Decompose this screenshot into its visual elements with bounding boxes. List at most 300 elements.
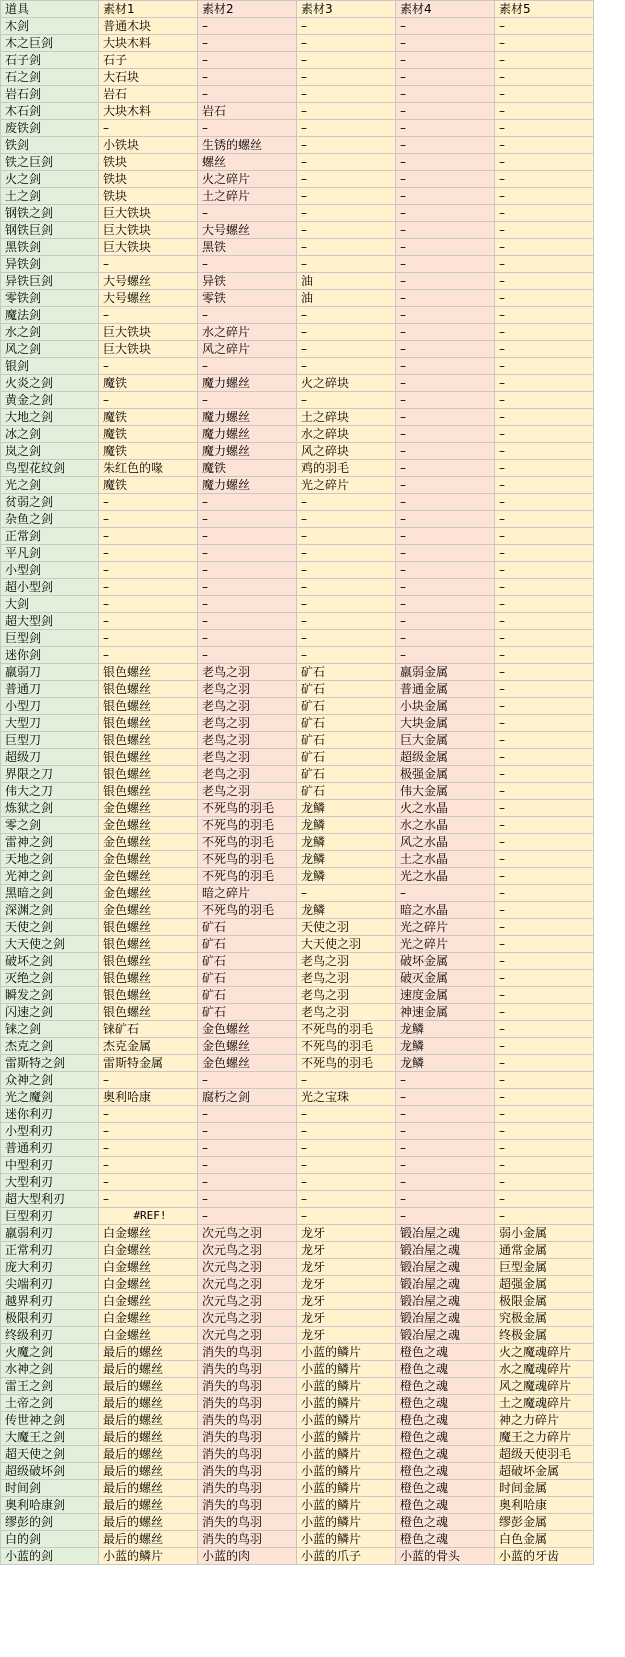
material-1-cell: 魔铁 [99, 443, 198, 460]
material-4-cell: 橙色之魂 [396, 1429, 495, 1446]
material-5-cell: – [495, 239, 594, 256]
material-1-cell: 银色螺丝 [99, 664, 198, 681]
table-row [1, 1531, 594, 1548]
table-row [1, 698, 594, 715]
material-5-cell: 时间金属 [495, 1480, 594, 1497]
material-3-cell: 小蓝的鳞片 [297, 1378, 396, 1395]
material-2-cell: – [198, 1123, 297, 1140]
material-4-cell: – [396, 647, 495, 664]
material-4-cell: – [396, 1174, 495, 1191]
material-2-cell: 不死鸟的羽毛 [198, 902, 297, 919]
table-row [1, 477, 594, 494]
material-2-cell: – [198, 630, 297, 647]
material-3-cell: 不死鸟的羽毛 [297, 1038, 396, 1055]
material-4-cell: 橙色之魂 [396, 1378, 495, 1395]
item-name-cell: 瞬发之剑 [1, 987, 99, 1004]
material-3-cell: – [297, 256, 396, 273]
table-row [1, 103, 594, 120]
material-3-cell: 小蓝的鳞片 [297, 1344, 396, 1361]
item-name-cell: 风之剑 [1, 341, 99, 358]
material-3-cell: – [297, 171, 396, 188]
item-name-cell: 灭绝之剑 [1, 970, 99, 987]
item-name-cell: 黑铁剑 [1, 239, 99, 256]
material-1-cell: 银色螺丝 [99, 783, 198, 800]
material-1-cell: 巨大铁块 [99, 341, 198, 358]
material-4-cell: – [396, 528, 495, 545]
material-3-cell: 小蓝的鳞片 [297, 1395, 396, 1412]
table-row [1, 1021, 594, 1038]
material-5-cell: – [495, 596, 594, 613]
material-4-cell: 光之水晶 [396, 868, 495, 885]
material-3-cell: 小蓝的鳞片 [297, 1514, 396, 1531]
material-5-cell: – [495, 664, 594, 681]
item-name-cell: 迷你利刃 [1, 1106, 99, 1123]
material-3-cell: 龙鳞 [297, 868, 396, 885]
material-5-cell: – [495, 715, 594, 732]
material-3-cell: 小蓝的鳞片 [297, 1497, 396, 1514]
material-1-cell: 巨大铁块 [99, 205, 198, 222]
material-5-cell: – [495, 358, 594, 375]
material-4-cell: 超级金属 [396, 749, 495, 766]
item-name-cell: 普通利刃 [1, 1140, 99, 1157]
material-1-cell: 白金螺丝 [99, 1276, 198, 1293]
material-3-cell: 矿石 [297, 715, 396, 732]
material-5-cell: – [495, 800, 594, 817]
material-3-cell: – [297, 528, 396, 545]
material-5-cell: – [495, 256, 594, 273]
material-2-cell: 消失的鸟羽 [198, 1412, 297, 1429]
material-1-cell: 铁块 [99, 171, 198, 188]
material-5-cell: – [495, 885, 594, 902]
item-name-cell: 小型刀 [1, 698, 99, 715]
material-5-cell: 终极金属 [495, 1327, 594, 1344]
material-2-cell: 大号螺丝 [198, 222, 297, 239]
material-5-cell: – [495, 477, 594, 494]
material-3-cell: – [297, 1191, 396, 1208]
material-4-cell: 橙色之魂 [396, 1480, 495, 1497]
column-header: 素材2 [198, 1, 297, 18]
material-3-cell: 小蓝的鳞片 [297, 1463, 396, 1480]
material-5-cell: – [495, 749, 594, 766]
material-4-cell: 橙色之魂 [396, 1361, 495, 1378]
material-2-cell: – [198, 613, 297, 630]
material-3-cell: – [297, 1140, 396, 1157]
material-3-cell: 龙牙 [297, 1310, 396, 1327]
material-5-cell: – [495, 1157, 594, 1174]
table-row [1, 664, 594, 681]
material-5-cell: – [495, 698, 594, 715]
material-1-cell: 最后的螺丝 [99, 1497, 198, 1514]
material-2-cell: 螺丝 [198, 154, 297, 171]
material-1-cell: – [99, 562, 198, 579]
material-2-cell: 不死鸟的羽毛 [198, 834, 297, 851]
material-4-cell: – [396, 596, 495, 613]
item-name-cell: 中型利刃 [1, 1157, 99, 1174]
material-2-cell: 次元鸟之羽 [198, 1276, 297, 1293]
item-name-cell: 铁剑 [1, 137, 99, 154]
table-row [1, 919, 594, 936]
item-name-cell: 界限之刀 [1, 766, 99, 783]
material-2-cell: – [198, 18, 297, 35]
table-row [1, 1276, 594, 1293]
item-name-cell: 普通刀 [1, 681, 99, 698]
material-1-cell: #REF! [99, 1208, 198, 1225]
material-2-cell: 火之碎片 [198, 171, 297, 188]
table-row [1, 1344, 594, 1361]
material-1-cell: 最后的螺丝 [99, 1412, 198, 1429]
table-row [1, 528, 594, 545]
item-name-cell: 铼之剑 [1, 1021, 99, 1038]
table-row [1, 1463, 594, 1480]
item-name-cell: 超级破坏剑 [1, 1463, 99, 1480]
material-2-cell: 老鸟之羽 [198, 715, 297, 732]
item-name-cell: 超小型剑 [1, 579, 99, 596]
material-1-cell: 大块木料 [99, 35, 198, 52]
item-name-cell: 光神之剑 [1, 868, 99, 885]
item-name-cell: 零之剑 [1, 817, 99, 834]
material-3-cell: – [297, 647, 396, 664]
table-row [1, 1004, 594, 1021]
material-2-cell: 矿石 [198, 987, 297, 1004]
item-name-cell: 羸弱利刃 [1, 1225, 99, 1242]
table-row [1, 1055, 594, 1072]
material-1-cell: – [99, 1191, 198, 1208]
material-5-cell: 水之魔魂碎片 [495, 1361, 594, 1378]
material-2-cell: 风之碎片 [198, 341, 297, 358]
material-4-cell: – [396, 1106, 495, 1123]
item-name-cell: 雷王之剑 [1, 1378, 99, 1395]
material-5-cell: 弱小金属 [495, 1225, 594, 1242]
material-2-cell: 次元鸟之羽 [198, 1310, 297, 1327]
table-row [1, 1293, 594, 1310]
table-row [1, 817, 594, 834]
material-1-cell: – [99, 120, 198, 137]
item-name-cell: 杂鱼之剑 [1, 511, 99, 528]
item-name-cell: 炼狱之剑 [1, 800, 99, 817]
table-row [1, 460, 594, 477]
material-4-cell: – [396, 443, 495, 460]
material-2-cell: – [198, 1072, 297, 1089]
material-5-cell: 土之魔魂碎片 [495, 1395, 594, 1412]
material-5-cell: 神之力碎片 [495, 1412, 594, 1429]
table-row [1, 1123, 594, 1140]
material-4-cell: – [396, 171, 495, 188]
material-3-cell: 龙牙 [297, 1225, 396, 1242]
table-row [1, 1089, 594, 1106]
material-5-cell: 究极金属 [495, 1310, 594, 1327]
material-4-cell: – [396, 256, 495, 273]
table-row [1, 69, 594, 86]
material-2-cell: 次元鸟之羽 [198, 1293, 297, 1310]
material-2-cell: 消失的鸟羽 [198, 1395, 297, 1412]
material-5-cell: – [495, 375, 594, 392]
item-name-cell: 巨型剑 [1, 630, 99, 647]
material-3-cell: – [297, 613, 396, 630]
table-row [1, 970, 594, 987]
material-2-cell: 消失的鸟羽 [198, 1514, 297, 1531]
material-3-cell: 光之宝珠 [297, 1089, 396, 1106]
material-1-cell: – [99, 613, 198, 630]
material-4-cell: 锻冶屋之魂 [396, 1327, 495, 1344]
material-3-cell: 矿石 [297, 732, 396, 749]
material-4-cell: – [396, 630, 495, 647]
item-name-cell: 异铁巨剑 [1, 273, 99, 290]
material-4-cell: – [396, 375, 495, 392]
material-2-cell: 魔力螺丝 [198, 443, 297, 460]
material-1-cell: 金色螺丝 [99, 885, 198, 902]
item-name-cell: 奥利哈康剑 [1, 1497, 99, 1514]
material-4-cell: – [396, 1072, 495, 1089]
material-4-cell: – [396, 307, 495, 324]
item-name-cell: 深渊之剑 [1, 902, 99, 919]
material-4-cell: – [396, 1089, 495, 1106]
material-2-cell: – [198, 596, 297, 613]
material-5-cell: – [495, 1123, 594, 1140]
material-4-cell: – [396, 392, 495, 409]
material-4-cell: – [396, 103, 495, 120]
material-2-cell: – [198, 511, 297, 528]
table-row [1, 307, 594, 324]
item-name-cell: 光之魔剑 [1, 1089, 99, 1106]
material-1-cell: 杰克金属 [99, 1038, 198, 1055]
table-row [1, 324, 594, 341]
table-row [1, 1140, 594, 1157]
material-3-cell: 矿石 [297, 749, 396, 766]
material-3-cell: 龙鳞 [297, 817, 396, 834]
material-5-cell: – [495, 511, 594, 528]
table-row [1, 1327, 594, 1344]
material-3-cell: 龙鳞 [297, 902, 396, 919]
item-name-cell: 超天使之剑 [1, 1446, 99, 1463]
item-name-cell: 破坏之剑 [1, 953, 99, 970]
material-1-cell: 金色螺丝 [99, 868, 198, 885]
table-row [1, 392, 594, 409]
material-1-cell: 金色螺丝 [99, 902, 198, 919]
material-1-cell: 白金螺丝 [99, 1327, 198, 1344]
material-3-cell: – [297, 1072, 396, 1089]
table-row [1, 1225, 594, 1242]
material-4-cell: 神速金属 [396, 1004, 495, 1021]
material-3-cell: 小蓝的爪子 [297, 1548, 396, 1565]
material-3-cell: – [297, 1208, 396, 1225]
material-5-cell: – [495, 52, 594, 69]
material-5-cell: – [495, 324, 594, 341]
material-2-cell: 消失的鸟羽 [198, 1497, 297, 1514]
material-4-cell: – [396, 477, 495, 494]
material-3-cell: – [297, 154, 396, 171]
table-row [1, 1378, 594, 1395]
item-name-cell: 大型利刃 [1, 1174, 99, 1191]
material-5-cell: – [495, 953, 594, 970]
material-1-cell: 最后的螺丝 [99, 1463, 198, 1480]
table-row [1, 681, 594, 698]
material-4-cell: – [396, 341, 495, 358]
item-name-cell: 越界利刃 [1, 1293, 99, 1310]
material-4-cell: 伟大金属 [396, 783, 495, 800]
material-2-cell: – [198, 545, 297, 562]
material-4-cell: 橙色之魂 [396, 1395, 495, 1412]
material-5-cell: – [495, 341, 594, 358]
table-row [1, 18, 594, 35]
table-row [1, 205, 594, 222]
material-3-cell: 龙牙 [297, 1293, 396, 1310]
table-row [1, 443, 594, 460]
material-3-cell: – [297, 18, 396, 35]
item-name-cell: 小型剑 [1, 562, 99, 579]
material-4-cell: – [396, 120, 495, 137]
table-row [1, 426, 594, 443]
material-2-cell: 暗之碎片 [198, 885, 297, 902]
material-1-cell: – [99, 1140, 198, 1157]
material-2-cell: 矿石 [198, 919, 297, 936]
material-1-cell: – [99, 647, 198, 664]
material-5-cell: 缪彭金属 [495, 1514, 594, 1531]
material-1-cell: 银色螺丝 [99, 715, 198, 732]
material-4-cell: 橙色之魂 [396, 1344, 495, 1361]
table-row [1, 1395, 594, 1412]
material-3-cell: 不死鸟的羽毛 [297, 1021, 396, 1038]
material-2-cell: 黑铁 [198, 239, 297, 256]
item-name-cell: 岩石剑 [1, 86, 99, 103]
material-3-cell: – [297, 341, 396, 358]
material-3-cell: – [297, 562, 396, 579]
item-name-cell: 土之剑 [1, 188, 99, 205]
material-1-cell: 银色螺丝 [99, 919, 198, 936]
material-2-cell: 不死鸟的羽毛 [198, 800, 297, 817]
material-5-cell: – [495, 273, 594, 290]
material-2-cell: – [198, 1208, 297, 1225]
material-3-cell: – [297, 205, 396, 222]
table-row [1, 851, 594, 868]
material-4-cell: – [396, 426, 495, 443]
material-2-cell: 金色螺丝 [198, 1055, 297, 1072]
item-name-cell: 冰之剑 [1, 426, 99, 443]
material-2-cell: 老鸟之羽 [198, 732, 297, 749]
material-5-cell: – [495, 307, 594, 324]
material-5-cell: – [495, 392, 594, 409]
table-row [1, 154, 594, 171]
material-4-cell: 橙色之魂 [396, 1531, 495, 1548]
material-2-cell: – [198, 120, 297, 137]
material-1-cell: 巨大铁块 [99, 222, 198, 239]
material-5-cell: 超强金属 [495, 1276, 594, 1293]
material-2-cell: 消失的鸟羽 [198, 1531, 297, 1548]
item-name-cell: 木剑 [1, 18, 99, 35]
material-1-cell: 金色螺丝 [99, 834, 198, 851]
material-5-cell: – [495, 171, 594, 188]
material-3-cell: 龙牙 [297, 1259, 396, 1276]
material-3-cell: 小蓝的鳞片 [297, 1531, 396, 1548]
material-1-cell: 最后的螺丝 [99, 1361, 198, 1378]
material-5-cell: – [495, 18, 594, 35]
material-4-cell: 巨大金属 [396, 732, 495, 749]
material-2-cell: – [198, 1157, 297, 1174]
material-3-cell: 光之碎片 [297, 477, 396, 494]
material-4-cell: 锻冶屋之魂 [396, 1310, 495, 1327]
column-header: 素材5 [495, 1, 594, 18]
material-4-cell: – [396, 885, 495, 902]
table-row [1, 256, 594, 273]
material-1-cell: – [99, 630, 198, 647]
material-4-cell: 暗之水晶 [396, 902, 495, 919]
item-name-cell: 闪速之剑 [1, 1004, 99, 1021]
material-1-cell: 金色螺丝 [99, 800, 198, 817]
material-1-cell: – [99, 579, 198, 596]
material-3-cell: 大天使之羽 [297, 936, 396, 953]
table-row [1, 341, 594, 358]
material-4-cell: – [396, 18, 495, 35]
item-name-cell: 小蓝的剑 [1, 1548, 99, 1565]
table-row [1, 715, 594, 732]
material-5-cell: – [495, 562, 594, 579]
material-3-cell: 油 [297, 273, 396, 290]
material-1-cell: 最后的螺丝 [99, 1446, 198, 1463]
item-name-cell: 尖端利刃 [1, 1276, 99, 1293]
material-4-cell: 破坏金属 [396, 953, 495, 970]
material-1-cell: 白金螺丝 [99, 1225, 198, 1242]
material-4-cell: 破灭金属 [396, 970, 495, 987]
item-name-cell: 光之剑 [1, 477, 99, 494]
item-name-cell: 贫弱之剑 [1, 494, 99, 511]
material-3-cell: – [297, 1174, 396, 1191]
material-1-cell: 巨大铁块 [99, 324, 198, 341]
material-4-cell: 龙鳞 [396, 1021, 495, 1038]
material-3-cell: 土之碎块 [297, 409, 396, 426]
table-row [1, 1242, 594, 1259]
material-2-cell: – [198, 392, 297, 409]
item-name-cell: 天地之剑 [1, 851, 99, 868]
material-3-cell: 不死鸟的羽毛 [297, 1055, 396, 1072]
material-2-cell: 魔力螺丝 [198, 426, 297, 443]
material-3-cell: – [297, 1157, 396, 1174]
material-3-cell: 鸡的羽毛 [297, 460, 396, 477]
material-2-cell: – [198, 205, 297, 222]
material-5-cell: – [495, 154, 594, 171]
material-5-cell: – [495, 1038, 594, 1055]
material-1-cell: – [99, 528, 198, 545]
item-name-cell: 钢铁之剑 [1, 205, 99, 222]
material-5-cell: – [495, 579, 594, 596]
column-header: 道具 [1, 1, 99, 18]
material-1-cell: 普通木块 [99, 18, 198, 35]
table-row [1, 494, 594, 511]
material-5-cell: – [495, 426, 594, 443]
material-5-cell: 小蓝的牙齿 [495, 1548, 594, 1565]
material-1-cell: 银色螺丝 [99, 732, 198, 749]
material-2-cell: 矿石 [198, 936, 297, 953]
table-row [1, 562, 594, 579]
table-row [1, 545, 594, 562]
table-row [1, 1429, 594, 1446]
material-5-cell: 奥利哈康 [495, 1497, 594, 1514]
item-name-cell: 黄金之剑 [1, 392, 99, 409]
material-5-cell: – [495, 783, 594, 800]
material-3-cell: 龙鳞 [297, 800, 396, 817]
material-2-cell: 消失的鸟羽 [198, 1480, 297, 1497]
material-1-cell: 魔铁 [99, 375, 198, 392]
material-1-cell: 白金螺丝 [99, 1242, 198, 1259]
table-row [1, 1106, 594, 1123]
table-row [1, 579, 594, 596]
item-name-cell: 石子剑 [1, 52, 99, 69]
material-3-cell: – [297, 222, 396, 239]
item-name-cell: 羸弱刀 [1, 664, 99, 681]
material-5-cell: – [495, 936, 594, 953]
material-1-cell: 魔铁 [99, 409, 198, 426]
material-1-cell: 银色螺丝 [99, 987, 198, 1004]
material-2-cell: 水之碎片 [198, 324, 297, 341]
material-3-cell: – [297, 188, 396, 205]
